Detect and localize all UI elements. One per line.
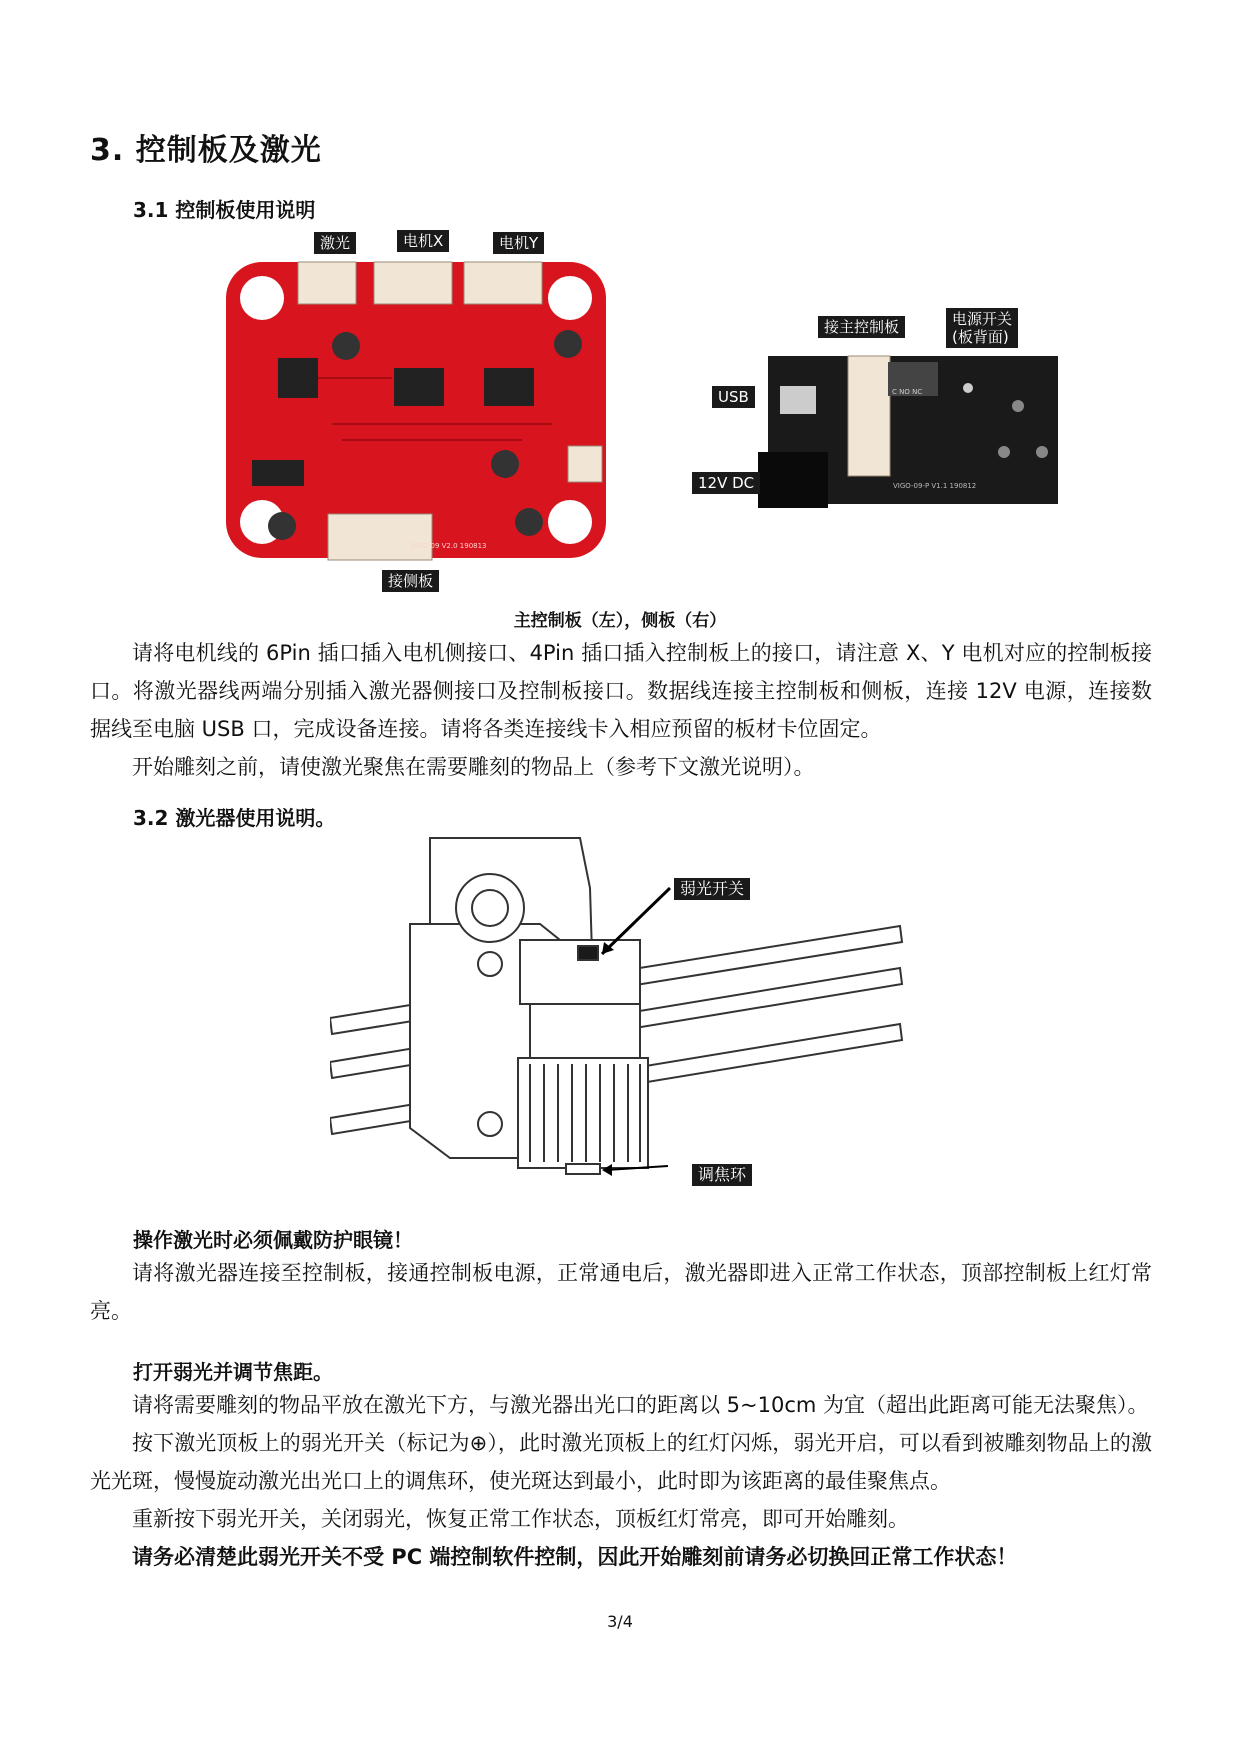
dc-jack (758, 452, 828, 508)
figure-caption: 主控制板（左），侧板（右） (513, 611, 727, 631)
label-usb: USB (712, 386, 755, 408)
subtitle-weak-light: 打开弱光并调节焦距。 (133, 1360, 333, 1384)
paragraph-1 (90, 634, 1152, 786)
motor-x-connector (374, 262, 452, 304)
motor-y-connector (464, 262, 542, 304)
warning-pc-control: 请务必清楚此弱光开关不受 PC 端控制软件控制，因此开始雕刻前请务必切换回正常工作状态！ (132, 1545, 1018, 1569)
laser-module-figure (330, 828, 910, 1178)
paragraph-3 (90, 1254, 1152, 1330)
paragraph-2-text: 开始雕刻之前，请使激光聚焦在需要雕刻的物品上（参考下文激光说明）。 (132, 755, 815, 779)
warning-goggles: 操作激光时必须佩戴防护眼镜！ (133, 1228, 413, 1252)
label-power-switch: 电源开关 (板背面) (946, 308, 1018, 348)
subsection-title-2: 3.2 激光器使用说明。 (133, 806, 336, 830)
main-board-figure (222, 228, 612, 580)
mcu-chip (278, 358, 318, 398)
paragraph-4-text: 请将需要雕刻的物品平放在激光下方，与激光器出光口的距离以 5~10cm 为宜（超出此距离可能无法聚焦）。 (132, 1393, 1149, 1417)
label-laser: 激光 (314, 232, 356, 254)
paragraph-4-block (90, 1386, 1152, 1576)
page-number: 3/4 (607, 1612, 633, 1631)
paragraph-3-text: 请将激光器连接至控制板，接通控制板电源，正常通电后，激光器即进入正常工作状态，顶部控制板上红灯常亮。 (90, 1261, 1152, 1323)
paragraph-6-text: 重新按下弱光开关，关闭弱光，恢复正常工作状态，顶板红灯常亮，即可开始雕刻。 (132, 1507, 909, 1531)
side-board-connector (328, 514, 432, 560)
subsection-title-1: 3.1 控制板使用说明 (133, 198, 316, 222)
paragraph-1-text: 请将电机线的 6Pin 插口插入电机侧接口、4Pin 插口插入控制板上的接口，请注意 X、Y 电机对应的控制板接口。将激光器线两端分别插入激光器侧接口及控制板接口。数据线连接主控制板和侧板，连接 12V 电源，连接数据线至电脑 USB 口，完成设备连接。请将各类连接线卡入相应预留的板材卡位固定。 (90, 641, 1152, 741)
focus-ring (566, 1164, 600, 1174)
usb-port (780, 386, 816, 414)
paragraph-5-text: 按下激光顶板上的弱光开关（标记为⊕），此时激光顶板上的红灯闪烁，弱光开启，可以看到被雕刻物品上的激光光斑，慢慢旋动激光出光口上的调焦环，使光斑达到最小，此时即为该距离的最佳聚焦点。 (90, 1431, 1152, 1493)
label-side-board: 接侧板 (382, 570, 439, 592)
label-main-board: 接主控制板 (818, 316, 905, 338)
section-heading: 3. 控制板及激光 (90, 133, 322, 168)
weak-light-switch (578, 946, 598, 960)
side-board-figure (758, 352, 1060, 512)
laser-connector (298, 262, 356, 304)
side-board-silkscreen: VIGO-09-P V1.1 190812 (893, 482, 977, 490)
main-board-silkscreen: VIGO-09 V2.0 190813 (410, 542, 487, 550)
relay-pins: C NO NC (892, 388, 923, 396)
label-focus-ring: 调焦环 (692, 1164, 752, 1186)
label-weak-light-switch: 弱光开关 (674, 878, 750, 900)
label-12v-dc: 12V DC (692, 472, 760, 494)
label-motor-y: 电机Y (493, 232, 544, 254)
label-motor-x: 电机X (397, 230, 449, 252)
